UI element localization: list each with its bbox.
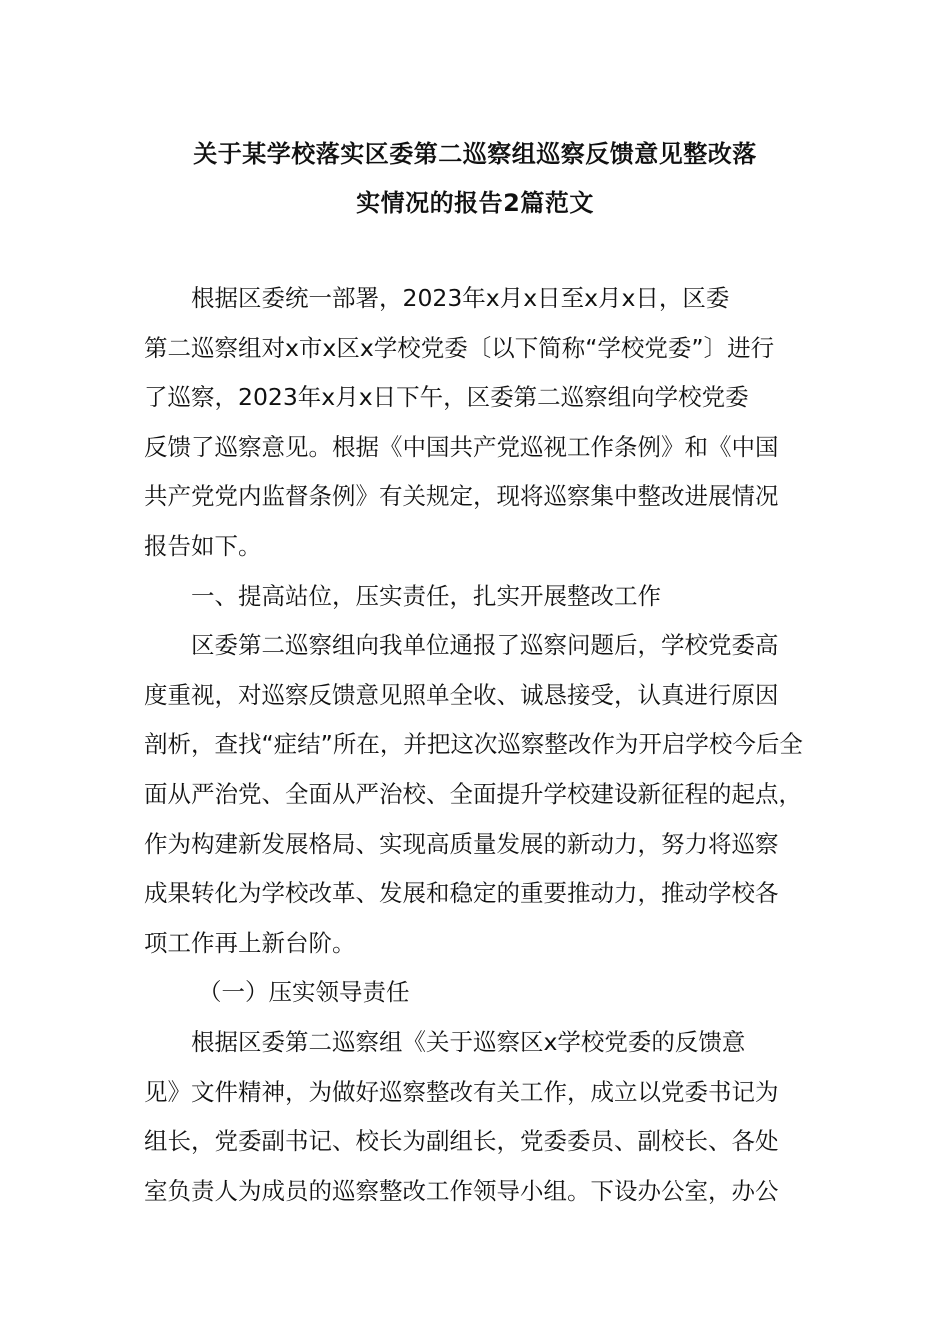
paragraph-intro (144, 274, 812, 572)
paragraph-section-1 (144, 621, 812, 968)
paragraph-subsection-1 (144, 1018, 812, 1216)
text-line: 剖析，查找“症结”所在，并把这次巡察整改作为开启学校今后全 (144, 730, 803, 759)
text-line: 共产党党内监督条例》有关规定，现将巡察集中整改进展情况 (144, 482, 779, 511)
document-body (144, 274, 812, 1216)
text-line: 面从严治党、全面从严治校、全面提升学校建设新征程的起点， (144, 779, 802, 808)
text-line: 室负责人为成员的巡察整改工作领导小组。下设办公室，办公 (144, 1176, 779, 1205)
document-title (140, 130, 810, 228)
text-line: 报告如下。 (144, 531, 262, 560)
text-line: 组长，党委副书记、校长为副组长，党委委员、副校长、各处 (144, 1127, 779, 1156)
text-line: 区委第二巡察组向我单位通报了巡察问题后，学校党委高 (191, 631, 779, 660)
text-line: 反馈了巡察意见。根据《中国共产党巡视工作条例》和《中国 (144, 432, 779, 461)
text-line: 了巡察，2023年x月x日下午，区委第二巡察组向学校党委 (144, 383, 749, 412)
text-line: 项工作再上新台阶。 (144, 928, 356, 957)
text-line: 度重视，对巡察反馈意见照单全收、诚恳接受，认真进行原因 (144, 680, 779, 709)
text-line: 成果转化为学校改革、发展和稳定的重要推动力，推动学校各 (144, 879, 779, 908)
text-line: 根据区委统一部署，2023年x月x日至x月x日，区委 (191, 284, 730, 312)
title-line: 实情况的报告2篇范文 (356, 189, 594, 217)
text-line: 见》文件精神，为做好巡察整改有关工作，成立以党委书记为 (144, 1077, 779, 1106)
text-line: 根据区委第二巡察组《关于巡察区x学校党委的反馈意 (191, 1027, 746, 1056)
title-line: 关于某学校落实区委第二巡察组巡察反馈意见整改落 (193, 140, 757, 168)
subsection-heading: （一）压实领导责任 (198, 978, 410, 1007)
section-heading-1: 一、提高站位，压实责任，扎实开展整改工作 (191, 581, 661, 610)
text-line: 作为构建新发展格局、实现高质量发展的新动力，努力将巡察 (144, 829, 779, 858)
text-line: 第二巡察组对x市x区x学校党委〔以下简称“学校党委”〕进行 (144, 333, 775, 362)
